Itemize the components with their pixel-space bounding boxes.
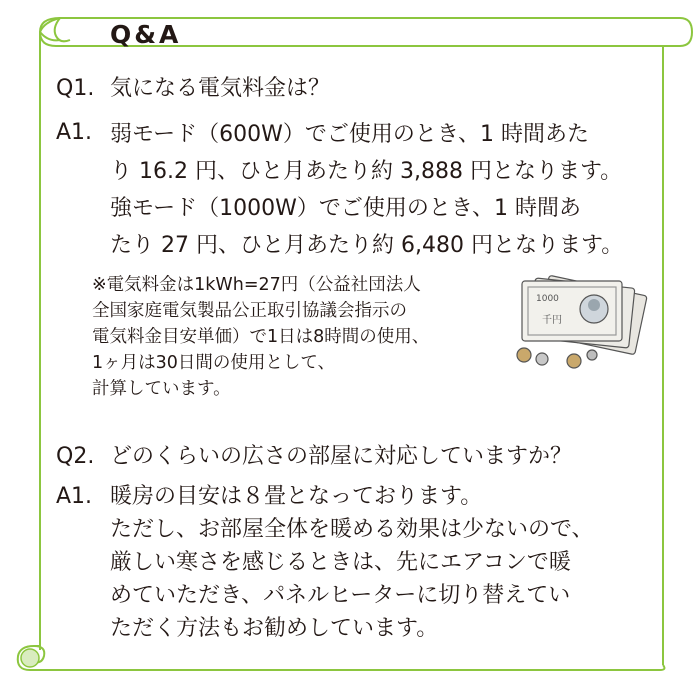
- q2-answer-line: 暖房の目安は８畳となっております。: [110, 484, 483, 509]
- money-illustration: [512, 275, 652, 375]
- q1-section: [56, 72, 676, 268]
- q2-answer-line: ただし、お部屋全体を暖める効果は少ないので、: [110, 517, 594, 542]
- q2-answer-text: [110, 480, 594, 645]
- q2-answer-line: 厳しい寒さを感じるときは、先にエアコンで暖: [110, 550, 571, 575]
- q1-label: Q1.: [56, 76, 95, 101]
- note-line: 電気料金目安単価）で1日は8時間の使用、: [92, 327, 430, 347]
- q2-question: [56, 440, 676, 474]
- q1-answer: [56, 116, 676, 268]
- q1-answer-line: 弱モード（600W）でご使用のとき、1 時間あた: [110, 122, 589, 147]
- q2-label: Q2.: [56, 444, 95, 469]
- q2-answer-line: ただく方法もお勧めしています。: [110, 616, 439, 641]
- note-line: 計算しています。: [92, 379, 231, 399]
- page-title: Q&A: [110, 20, 182, 49]
- q1-answer-line: たり 27 円、ひと月あたり約 6,480 円となります。: [110, 233, 624, 258]
- q2-answer-label: A1.: [56, 484, 93, 509]
- note-line: 全国家庭電気製品公正取引協議会指示の: [92, 301, 407, 321]
- q1-question: [56, 72, 676, 106]
- q2-answer-line: めていただき、パネルヒーターに切り替えてい: [110, 583, 571, 608]
- q2-text: どのくらいの広さの部屋に対応していますか？: [110, 444, 573, 469]
- q2-section: [56, 440, 676, 660]
- q1-answer-text: [110, 116, 623, 264]
- q2-answer: [56, 480, 676, 660]
- svg-text:千円: 千円: [542, 315, 562, 326]
- q1-answer-label: A1.: [56, 120, 93, 145]
- note-line: 1ヶ月は30日間の使用として、: [92, 353, 336, 373]
- note-line: ※電気料金は1kWh=27円（公益社団法人: [92, 275, 421, 295]
- svg-text:1000: 1000: [536, 294, 559, 304]
- q1-text: 気になる電気料金は？: [110, 76, 331, 101]
- price-note: [92, 272, 429, 402]
- q1-answer-line: 強モード（1000W）でご使用のとき、1 時間あ: [110, 196, 581, 221]
- q1-answer-line: り 16.2 円、ひと月あたり約 3,888 円となります。: [110, 159, 623, 184]
